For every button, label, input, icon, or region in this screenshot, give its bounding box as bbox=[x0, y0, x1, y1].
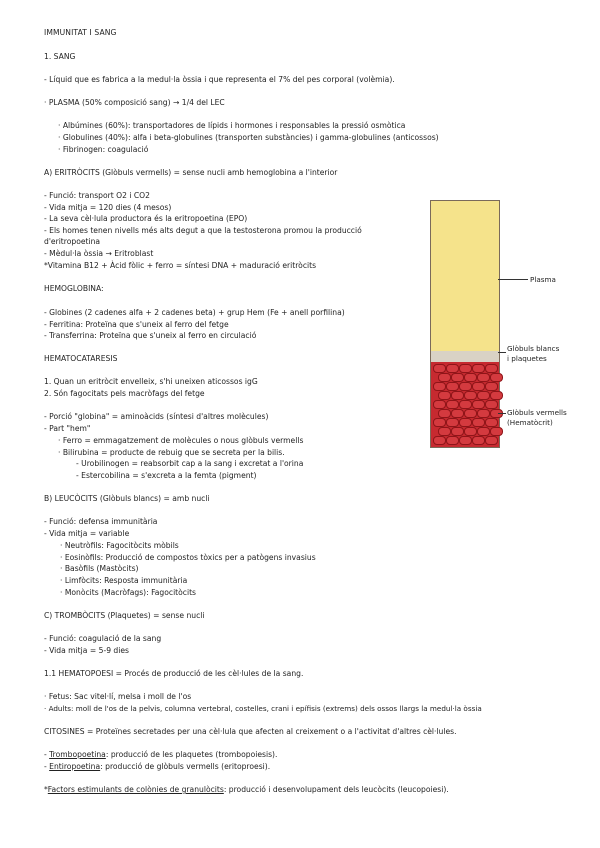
red-cell-shape bbox=[464, 391, 477, 400]
red-cell-shape bbox=[433, 400, 446, 409]
hematocrit-tube bbox=[430, 200, 500, 448]
list-item: - Porció "globina" = aminoàcids (síntesi d'altres molècules) bbox=[44, 412, 269, 421]
red-cell-shape bbox=[472, 382, 485, 391]
list-item: - Part "hem" bbox=[44, 424, 91, 433]
red-cell-shape bbox=[446, 382, 459, 391]
red-cell-shape bbox=[472, 436, 485, 445]
buffy-coat-layer bbox=[431, 351, 499, 362]
red-cell-shape bbox=[446, 400, 459, 409]
list-item: · Fetus: Sac vitel·lí, melsa i moll de l'os bbox=[44, 692, 192, 701]
list-item: d'eritropoetina bbox=[44, 237, 101, 246]
buffy-label-line2: i plaquetes bbox=[507, 354, 547, 363]
plasma-leader-line bbox=[498, 279, 528, 280]
list-item: · Limfòcits: Resposta immunitària bbox=[60, 576, 188, 585]
red-cell-shape bbox=[433, 364, 446, 373]
red-cell-shape bbox=[464, 409, 477, 418]
list-item: - Funció: transport O2 i CO2 bbox=[44, 191, 150, 200]
page-title: IMMUNITAT I SANG bbox=[44, 28, 117, 37]
definition: : producció i desenvolupament dels leucòcits (leucopoiesi). bbox=[223, 785, 449, 794]
red-cell-shape bbox=[459, 364, 472, 373]
rbc-label-line1: Glòbuls vermells bbox=[507, 408, 567, 417]
plasma-label: Plasma bbox=[530, 275, 556, 284]
red-cell-shape bbox=[464, 373, 477, 382]
section-heading: HEMOGLOBINA: bbox=[44, 284, 104, 293]
red-cell-shape bbox=[451, 391, 464, 400]
red-cell-shape bbox=[446, 364, 459, 373]
section-heading: A) ERITRÒCITS (Glòbuls vermells) = sense nucli amb hemoglobina a l'interior bbox=[44, 168, 338, 177]
list-item: - Globines (2 cadenes alfa + 2 cadenes beta) + grup Hem (Fe + anell porfilina) bbox=[44, 308, 345, 317]
list-item: - La seva cèl·lula productora és la eritropoetina (EPO) bbox=[44, 214, 248, 223]
red-cell-shape bbox=[451, 427, 464, 436]
red-cell-shape bbox=[472, 400, 485, 409]
buffy-label-line1: Glòbuls blancs bbox=[507, 344, 560, 353]
list-item: · Fibrinogen: coagulació bbox=[58, 145, 149, 154]
list-item: - Funció: defensa immunitària bbox=[44, 517, 158, 526]
note: *Factors estimulants de colònies de granulòcits: producció i desenvolupament dels leucòcits (leucopoiesi). bbox=[44, 785, 449, 794]
red-cell-shape bbox=[485, 400, 498, 409]
term: CITOSINES bbox=[44, 727, 85, 736]
term: Trombopoetina bbox=[49, 750, 106, 759]
red-cell-shape bbox=[433, 418, 446, 427]
list-item: - Transferrina: Proteïna que s'uneix al ferro en circulació bbox=[44, 331, 257, 340]
red-cell-shape bbox=[485, 436, 498, 445]
text-line: · PLASMA (50% composició sang) → 1/4 del LEC bbox=[44, 98, 225, 107]
plasma-layer bbox=[431, 201, 499, 351]
red-cell-shape bbox=[477, 427, 490, 436]
red-cell-shape bbox=[438, 427, 451, 436]
list-item: - Mèdul·la òssia → Eritroblast bbox=[44, 249, 154, 258]
list-item: · Neutròfils: Fagocitòcits mòbils bbox=[60, 541, 179, 550]
red-cell-shape bbox=[472, 418, 485, 427]
red-cell-shape bbox=[459, 436, 472, 445]
red-cell-shape bbox=[459, 400, 472, 409]
term: Entiropoetina bbox=[49, 762, 101, 771]
text-line: - Líquid que es fabrica a la medul·la òssia i que representa el 7% del pes corporal (volèmia). bbox=[44, 75, 395, 84]
section-heading: HEMATOCATARESIS bbox=[44, 354, 118, 363]
section-heading: 1.1 HEMATOPOESI = Procés de producció de les cèl·lules de la sang. bbox=[44, 669, 304, 678]
red-cell-shape bbox=[490, 373, 503, 382]
list-item: - Urobilinogen = reabsorbit cap a la sang i excretat a l'orina bbox=[76, 459, 304, 468]
list-item: - Estercobilina = s'excreta a la femta (pigment) bbox=[76, 471, 257, 480]
list-item: · Adults: moll de l'os de la pelvis, columna vertebral, costelles, crani i epífisis (extrems) dels ossos llargs la medul·la òssia bbox=[44, 704, 482, 713]
citosines-definition bbox=[44, 727, 457, 737]
list-item: · Monòcits (Macròfags): Fagocitòcits bbox=[60, 588, 197, 597]
list-item: 1. Quan un eritròcit envelleix, s'hi uneixen aticossos igG bbox=[44, 377, 258, 386]
section-heading: C) TROMBÒCITS (Plaquetes) = sense nucli bbox=[44, 611, 205, 620]
red-cell-shape bbox=[446, 418, 459, 427]
red-cell-shape bbox=[485, 418, 498, 427]
red-cell-shape bbox=[490, 427, 503, 436]
list-item: - Ferritina: Proteïna que s'uneix al ferro del fetge bbox=[44, 320, 229, 329]
red-cell-shape bbox=[438, 373, 451, 382]
red-blood-cell-layer bbox=[431, 362, 499, 447]
red-cell-shape bbox=[451, 409, 464, 418]
note: *Vitamina B12 + Àcid fòlic + ferro = síntesi DNA + maduració eritròcits bbox=[44, 261, 317, 270]
definition: : producció de les plaquetes (trombopoiesis). bbox=[105, 750, 278, 759]
definition: : producció de glòbuls vermells (eritoproesi). bbox=[100, 762, 271, 771]
list-item: - Els homes tenen nivells més alts degut a que la testosterona promou la producció bbox=[44, 226, 362, 235]
red-cell-shape bbox=[438, 409, 451, 418]
red-cell-shape bbox=[477, 391, 490, 400]
red-cell-shape bbox=[433, 382, 446, 391]
section-heading: 1. SANG bbox=[44, 52, 76, 61]
rbc-label-line2: (Hematòcrit) bbox=[507, 418, 553, 427]
list-item: · Basòfils (Mastòcits) bbox=[60, 564, 139, 573]
red-cell-shape bbox=[438, 391, 451, 400]
red-cell-shape bbox=[451, 373, 464, 382]
list-item: · Globulines (40%): alfa i beta-globulines (transporten substàncies) i gamma-globulines (anticossos) bbox=[58, 133, 439, 142]
list-item: - Trombopoetina: producció de les plaquetes (trombopoiesis). bbox=[44, 750, 278, 759]
red-cell-shape bbox=[433, 436, 446, 445]
section-heading: B) LEUCÒCITS (Glòbuls blancs) = amb nucli bbox=[44, 494, 210, 503]
red-cell-shape bbox=[446, 436, 459, 445]
list-item: · Ferro = emmagatzement de molècules o nous glòbuls vermells bbox=[58, 436, 304, 445]
list-item: · Bilirubina = producte de rebuig que se secreta per la bilis. bbox=[58, 448, 285, 457]
list-item: - Vida mitja = 120 dies (4 mesos) bbox=[44, 203, 172, 212]
list-item: - Funció: coagulació de la sang bbox=[44, 634, 162, 643]
list-item: - Entiropoetina: producció de glòbuls vermells (eritoproesi). bbox=[44, 762, 271, 771]
list-item: · Eosinòfils: Producció de compostos tòxics per a patògens invasius bbox=[60, 553, 316, 562]
buffy-leader-line bbox=[498, 352, 506, 353]
definition: = Proteïnes secretades per una cèl·lula que afecten al creixement o a l'activitat d'altres cèl·lules. bbox=[84, 727, 457, 736]
red-cell-shape bbox=[485, 364, 498, 373]
list-item: - Vida mitja = variable bbox=[44, 529, 130, 538]
red-cell-shape bbox=[490, 391, 503, 400]
red-cell-shape bbox=[477, 373, 490, 382]
red-cell-shape bbox=[464, 427, 477, 436]
red-cell-shape bbox=[459, 418, 472, 427]
list-item: · Albúmines (60%): transportadores de lípids i hormones i responsables la pressió osmòtica bbox=[58, 121, 406, 130]
red-cell-shape bbox=[477, 409, 490, 418]
red-cell-shape bbox=[485, 382, 498, 391]
red-cell-shape bbox=[459, 382, 472, 391]
list-item: 2. Són fagocitats pels macròfags del fetge bbox=[44, 389, 205, 398]
red-cell-shape bbox=[472, 364, 485, 373]
rbc-leader-line bbox=[498, 413, 506, 414]
term: Factors estimulants de colònies de granulòcits bbox=[47, 785, 224, 794]
list-item: - Vida mitja = 5-9 dies bbox=[44, 646, 129, 655]
